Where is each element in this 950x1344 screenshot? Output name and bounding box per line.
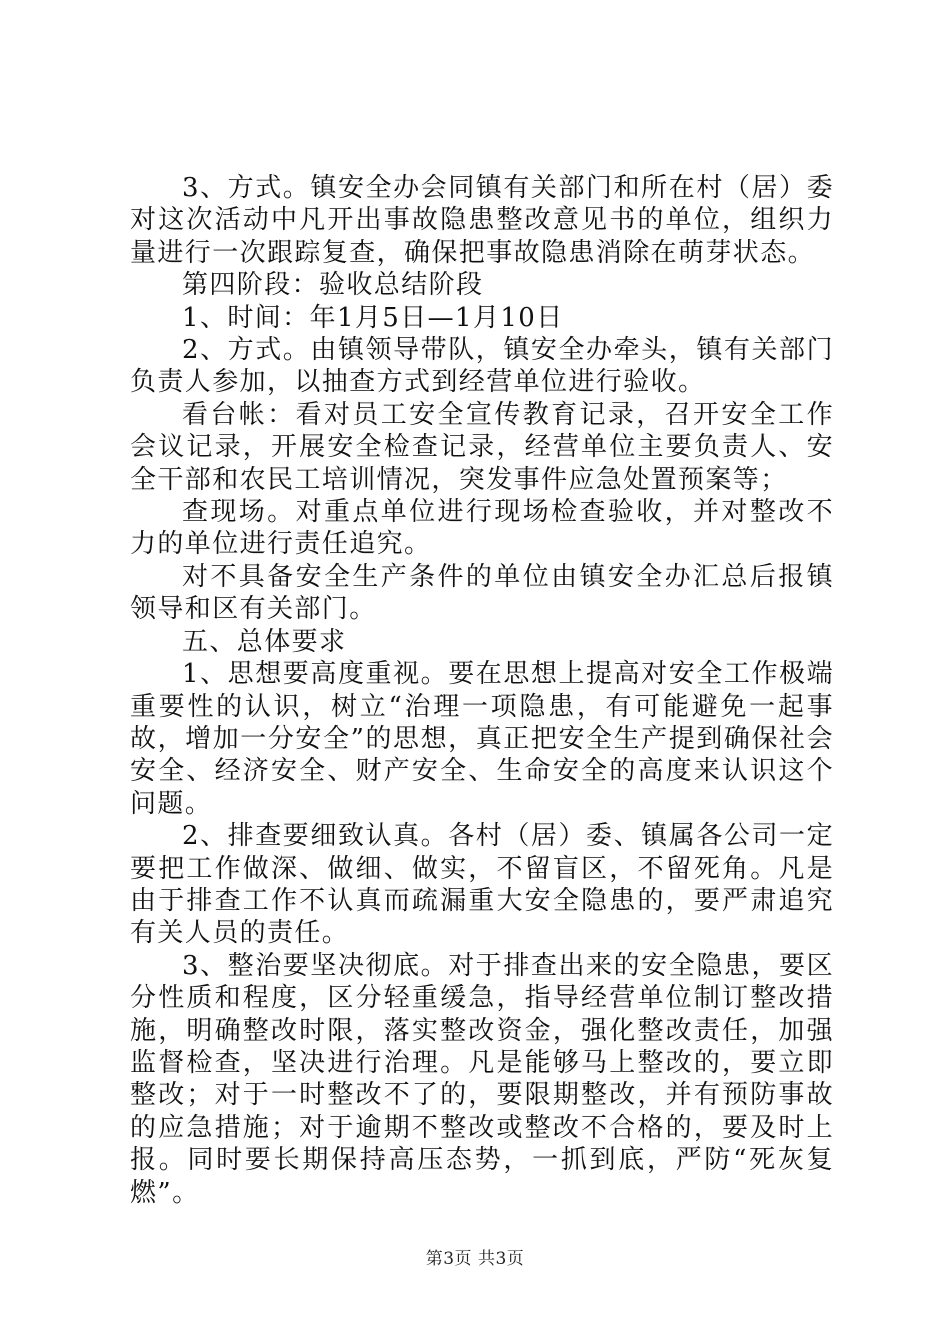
paragraph-stage4-method: 2、方式。由镇领导带队，镇安全办牵头，镇有关部门负责人参加，以抽查方式到经营单位进行验收。	[130, 335, 834, 398]
section-heading-requirements: 五、总体要求	[182, 626, 347, 657]
paragraph-requirement-3: 3、整治要坚决彻底。对于排查出来的安全隐患，要区分性质和程度，区分轻重缓急，指导经营单位制订整改措施，明确整改时限，落实整改资金，强化整改责任，加强监督检查，坚决进行治理。凡是能够马上整改的，要立即整改；对于一时整改不了的，要限期整改，并有预防事故的应急措施；对于逾期不整改或整改不合格的，要及时上报。同时要长期保持高压态势，一抓到底，严防“死灰复燃”。	[130, 950, 834, 1208]
page-footer: 第3页 共3页	[425, 1249, 525, 1269]
paragraph-requirement-2: 2、排查要细致认真。各村（居）委、镇属各公司一定要把工作做深、做细、做实，不留盲区，不留死角。凡是由于排查工作不认真而疏漏重大安全隐患的，要严肃追究有关人员的责任。	[130, 821, 834, 949]
paragraph-stage3-method: 3、方式。镇安全办会同镇有关部门和所在村（居）委对这次活动中凡开出事故隐患整改意见书的单位，组织力量进行一次跟踪复查，确保把事故隐患消除在萌芽状态。	[130, 173, 834, 268]
paragraph-report: 对不具备安全生产条件的单位由镇安全办汇总后报镇领导和区有关部门。	[130, 561, 834, 625]
paragraph-stage4-heading: 第四阶段：验收总结阶段	[182, 270, 484, 301]
document-body	[130, 172, 834, 1209]
paragraph-check-site: 查现场。对重点单位进行现场检查验收，并对整改不力的单位进行责任追究。	[130, 497, 834, 560]
paragraph-check-records: 看台帐：看对员工安全宣传教育记录，召开安全工作会议记录，开展安全检查记录，经营单位主要负责人、安全干部和农民工培训情况，突发事件应急处置预案等；	[130, 399, 834, 495]
paragraph-stage4-time: 1、时间：年1月5日—1月10日	[182, 302, 564, 333]
paragraph-requirement-1: 1、思想要高度重视。要在思想上提高对安全工作极端重要性的认识，树立“治理一项隐患，有可能避免一起事故，增加一分安全”的思想，真正把安全生产提到确保社会安全、经济安全、财产安全、生命安全的高度来认识这个问题。	[130, 659, 834, 819]
